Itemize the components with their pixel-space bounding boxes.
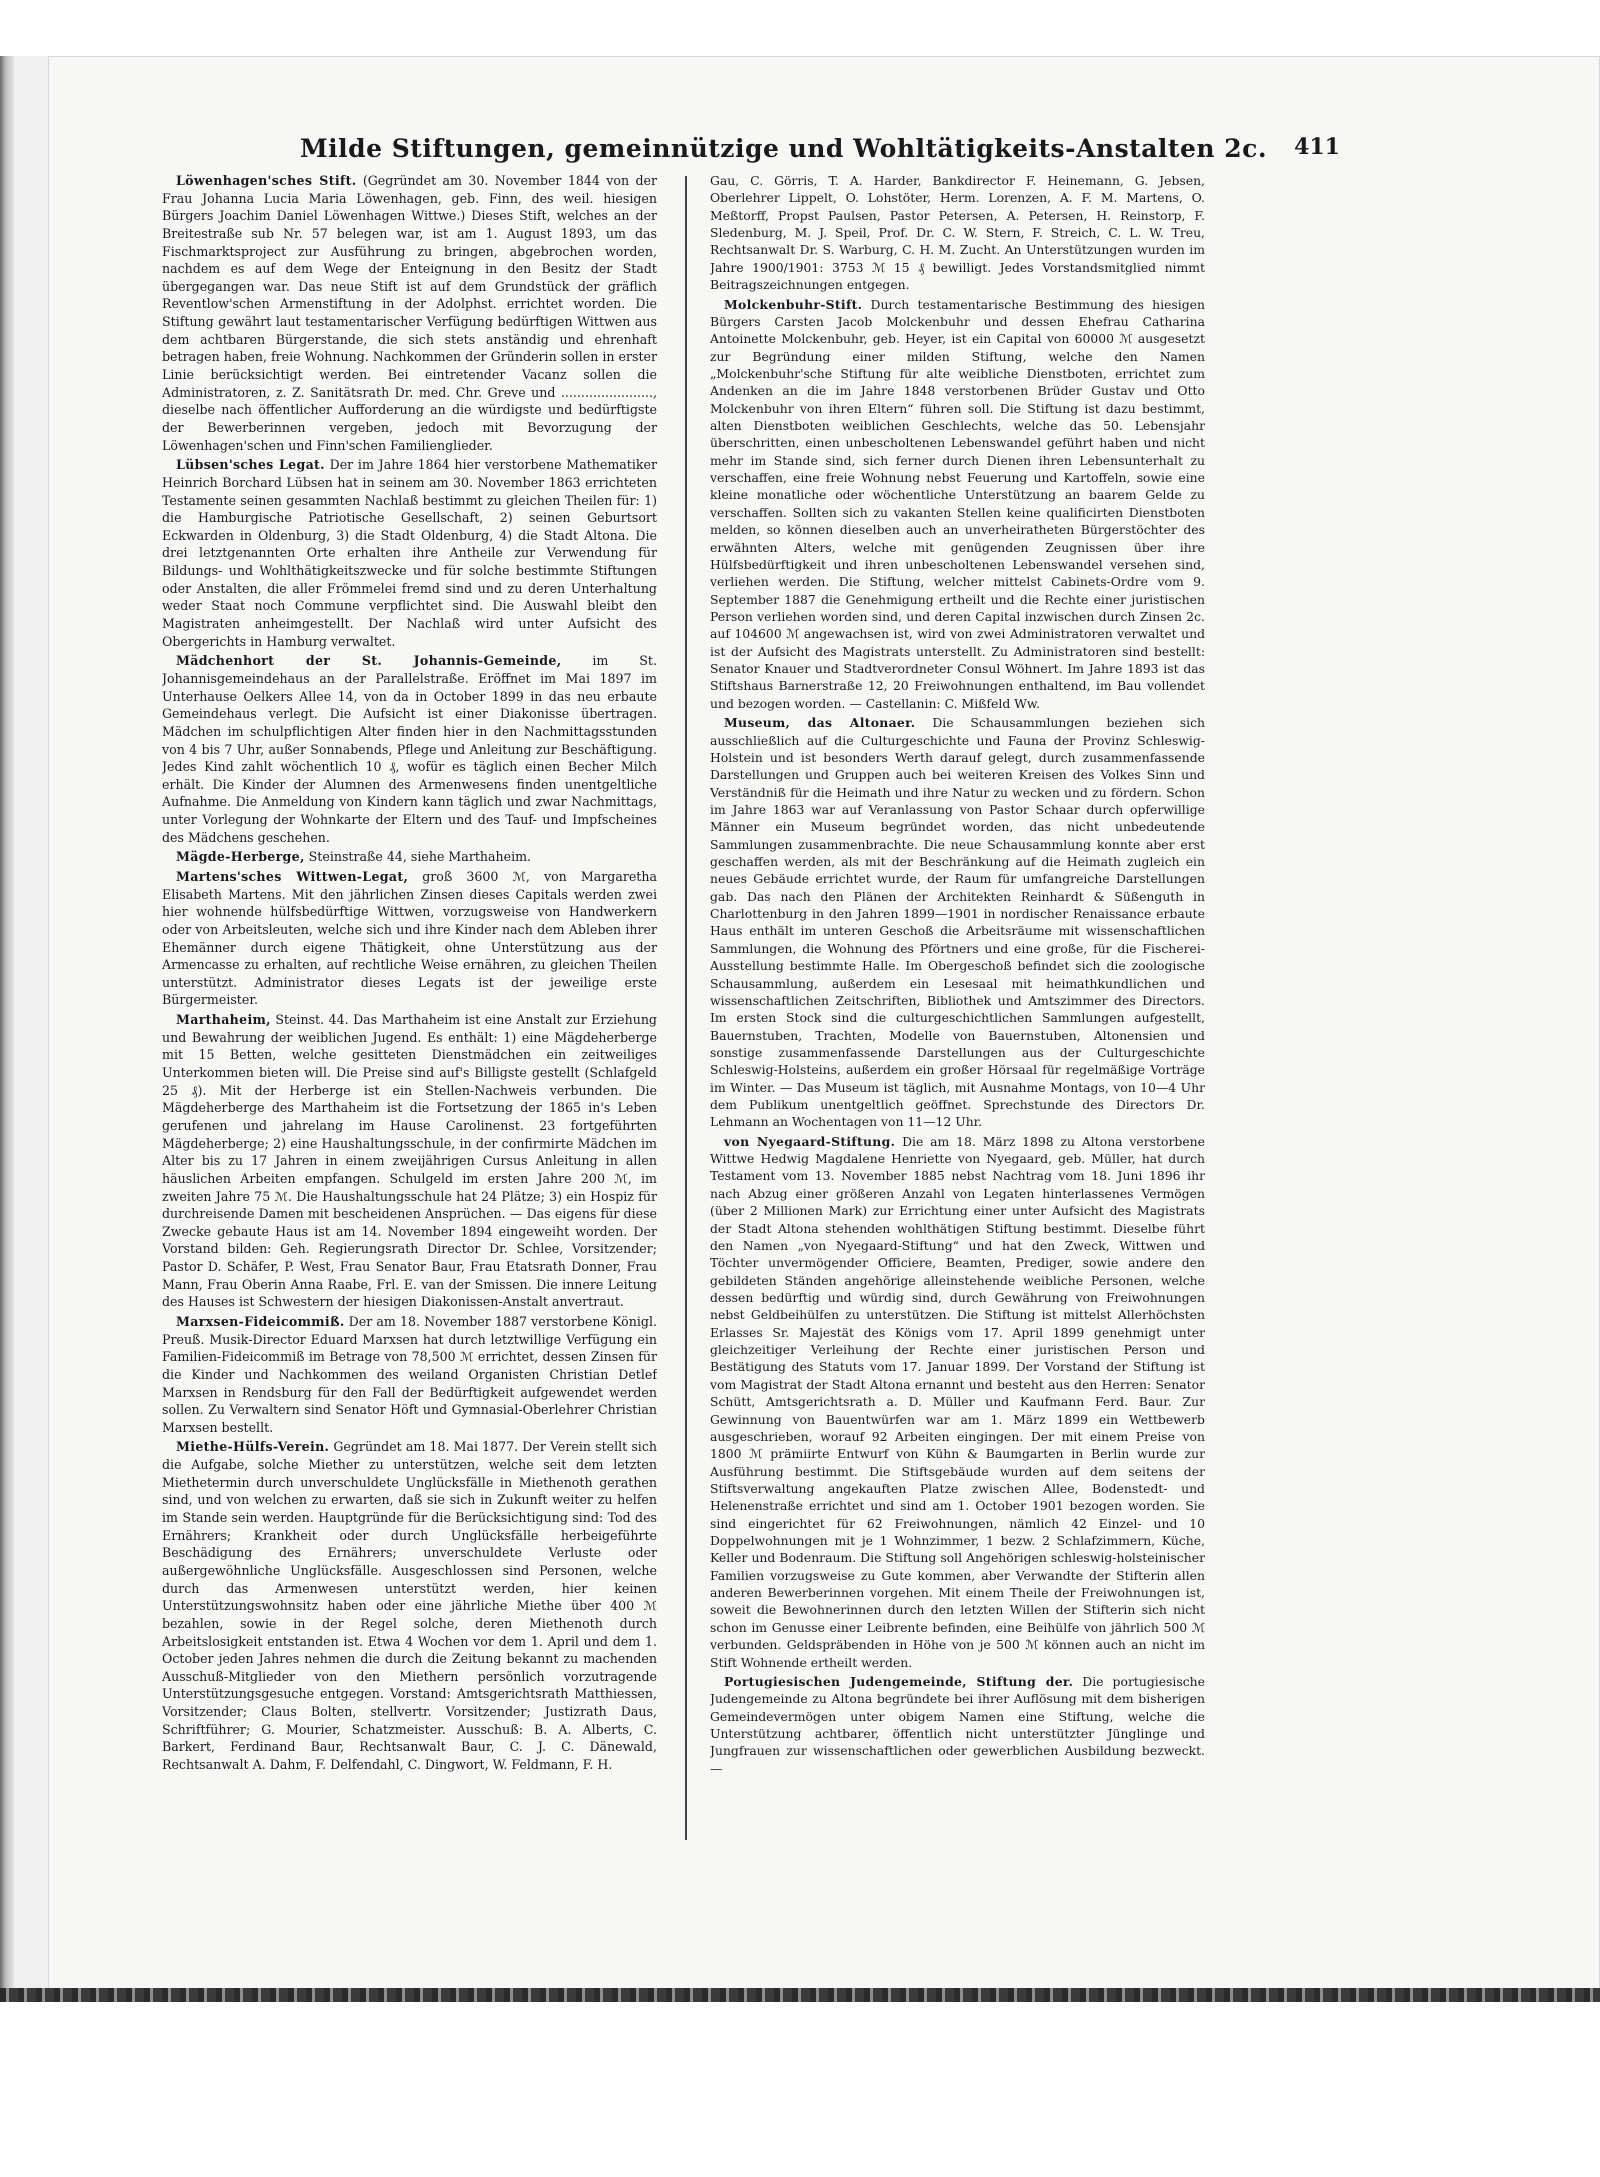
entry-martens xyxy=(162,868,657,1009)
entry-text: groß 3600 ℳ, von Margaretha Elisabeth Martens. Mit den jährlichen Zinsen dieses Capitals werden zwei hier wohnende hülfsbedürftige Wittwen, vorzugsweise von Handwerkern oder von Arbeitsleuten, welche sich und ihre Kinder nach dem Ableben ihrer Ehemänner durch eigene Thätigkeit, ohne Unterstützung aus der Armencasse zu erhalten, auf rechtliche Weise ernähren, zu gleichen Theilen unterstützt. Administrator dieses Legats ist der jeweilige erste Bürgermeister. xyxy=(162,868,657,1008)
entry-title: Portugiesischen Judengemeinde, Stiftung der. xyxy=(724,1673,1074,1689)
entry-text: Die Schausammlungen beziehen sich ausschließlich auf die Culturgeschichte und Fauna der Provinz Schleswig-Holstein und ist besonders Werth darauf gelegt, durch zusammenfassende Darstellungen und Gruppen auch bei weiteren Kreisen des Volkes Sinn und Verständniß für die Heimath und ihre Natur zu wecken und zu fördern. Schon im Jahre 1863 war auf Veranlassung von Pastor Schaar durch opferwillige Männer ein Museum begründet worden, das nicht unbedeutende Sammlungen zusammenbrachte. Die neue Schausammlung konnte aber erst geschaffen werden, als mit der Beschränkung auf die Heimath zugleich ein neues Gebäude errichtet wurde, der Raum für umfangreiche Darstellungen gab. Das nach den Plänen der Architekten Reinhardt & Süßenguth in Charlottenburg in den Jahren 1899—1901 in nordischer Renaissance erbaute Haus enthält im unteren Geschoß die Arbeitsräume mit wissenschaftlichen Sammlungen, die Wohnung des Pförtners und eine große, für die Fischerei-Ausstellung bestimmte Halle. Im Obergeschoß befindet sich die zoologische Schausammlung, außerdem ein Lesesaal mit heimathkundlichen und wissenschaftlichen Zeitschriften, Bibliothek und Amtszimmer des Directors. Im ersten Stock sind die culturgeschichtlichen Sammlungen aufgestellt, Bauernstuben, Trachten, Modelle von Bauernstuben, Altonensien und sonstige zusammenfassende Darstellungen aus der Culturgeschichte Schleswig-Holsteins, außerdem ein großer Hörsaal für regelmäßige Vorträge im Winter. — Das Museum ist täglich, mit Ausnahme Montags, von 10—4 Uhr dem Publikum unentgeltlich geöffnet. Sprechstunde des Directors Dr. Lehmann an Wochentagen von 11—12 Uhr. xyxy=(710,715,1205,1130)
entry-loewenhagen xyxy=(162,172,657,454)
entry-text: Steinst. 44. Das Marthaheim ist eine Anstalt zur Erziehung und Bewahrung der weiblichen Jugend. Es enthält: 1) eine Mägdeherberge mit 15 Betten, welche gesitteten Dienstmädchen ein zeitweiliges Unterkommen bieten will. Die Preise sind auf's Billigste gestellt (Schlafgeld 25 ₰). Mit der Herberge ist ein Stellen-Nachweis verbunden. Die Mägdeherberge des Marthaheim ist die Fortsetzung der 1865 in's Leben gerufenen und jahrelang im Hause Carolinenst. 23 fortgeführten Mägdeherberge; 2) eine Haushaltungsschule, in der confirmirte Mädchen im Alter bis zu 17 Jahren in einem zweijährigen Cursus Anleitung in allen häuslichen Arbeiten empfangen. Schulgeld im ersten Jahre 200 ℳ, im zweiten Jahre 75 ℳ. Die Haushaltungsschule hat 24 Plätze; 3) ein Hospiz für durchreisende Damen mit bescheidenen Ansprüchen. — Das eigens für diese Zwecke gebaute Haus ist am 14. November 1894 eingeweiht worden. Der Vorstand bilden: Geh. Regierungsrath Director Dr. Schlee, Vorsitzender; Pastor D. Schäfer, P. West, Frau Senator Baur, Frau Etatsrath Donner, Frau Mann, Frau Oberin Anna Raabe, Frl. E. van der Smissen. Die innere Leitung des Hauses ist Schwestern der hiesigen Diakonissen-Anstalt anvertraut. xyxy=(162,1012,657,1310)
book-spine-shadow xyxy=(0,56,14,1992)
right-column xyxy=(710,172,1205,1792)
entry-text: im St. Johannisgemeindehaus an der Parallelstraße. Eröffnet im Mai 1897 im Unterhause Oelkers Allee 14, von da in October 1899 in das neu erbaute Gemeindehaus verlegt. Die Aufsicht ist einer Diakonisse übertragen. Mädchen im schulpflichtigen Alter finden hier in den Nachmittagsstunden von 4 bis 7 Uhr, außer Sonnabends, Pflege und Anleitung zur Beschäftigung. Jedes Kind zahlt wöchentlich 10 ₰, wofür es täglich einen Becher Milch erhält. Die Kinder der Alumnen des Armenwesens finden unentgeltliche Aufnahme. Die Anmeldung von Kindern kann täglich und zwar Nachmittags, unter Vorlegung der Wohnkarte der Eltern und des Tauf- und Impfscheines des Mädchens geschehen. xyxy=(162,653,657,845)
entry-text: Die portugiesische Judengemeinde zu Altona begründete bei ihrer Auflösung mit dem bisherigen Gemeindevermögen unter obigem Namen eine Stiftung, welche die Unterstützung achtbarer, öffentlich nicht unterstützter Jünglinge und Jungfrauen zur wissenschaftlichen oder gewerblichen Ausbildung bezweckt. — xyxy=(710,1673,1205,1776)
entry-museum xyxy=(710,714,1205,1131)
entry-text: Gegründet am 18. Mai 1877. Der Verein stellt sich die Aufgabe, solche Miether zu unterstützen, welche seit dem letzten Miethetermin durch unverschuldete Unglücksfälle in Miethenoth gerathen sind, und von welchen zu erwarten, daß sie sich in Zukunft weiter zu helfen im Stande sein werden. Hauptgründe für die Berücksichtigung sind: Tod des Ernährers; Krankheit oder durch Unglücksfälle herbeigeführte Beschädigung des Ernährers; unverschuldete Verluste oder außergewöhnliche Unglücksfälle. Ausgeschlossen sind Personen, welche durch das Armenwesen unterstützt werden, hier keinen Unterstützungswohnsitz haben oder eine jährliche Miethe über 400 ℳ bezahlen, sowie in der Regel solche, deren Miethenoth durch Arbeitslosigkeit entstanden ist. Etwa 4 Wochen vor dem 1. April und dem 1. October jeden Jahres nehmen die durch die Zeitung bekannt zu machenden Ausschuß-Mitglieder von den Miethern persönlich vorzutragende Unterstützungsgesuche entgegen. Vorstand: Amtsgerichtsrath Matthiessen, Vorsitzender; Claus Bolten, stellvertr. Vorsitzender; Justizrath Daus, Schriftführer; G. Mourier, Schatzmeister. Ausschuß: B. A. Alberts, C. Barkert, Ferdinand Baur, Rechtsanwalt Baur, C. J. C. Dänewald, Rechtsanwalt A. Dahm, F. Delfendahl, C. Dingwort, W. Feldmann, F. H. xyxy=(162,1439,657,1773)
scan-bottom-edge xyxy=(0,1988,1600,2002)
entry-text: Gau, C. Görris, T. A. Harder, Bankdirector F. Heinemann, G. Jebsen, Oberlehrer Lippelt, O. Lohstöter, Herm. Lorenzen, A. F. M. Martens, O. Meßtorff, Propst Paulsen, Pastor Petersen, A. Petersen, H. Reinstorp, F. Sledenburg, M. J. Speil, Prof. Dr. C. W. Stern, F. Streich, C. L. W. Treu, Rechtsanwalt Dr. S. Warburg, C. H. M. Zucht. An Unterstützungen wurden im Jahre 1900/1901: 3753 ℳ 15 ₰ bewilligt. Jedes Vorstandsmitglied nimmt Beitragszeichnungen entgegen. xyxy=(710,173,1205,293)
facing-page-edge xyxy=(14,56,50,1992)
entry-title: Miethe-Hülfs-Verein. xyxy=(176,1439,330,1455)
entry-marxsen xyxy=(162,1313,657,1436)
column-divider xyxy=(685,176,687,1840)
entry-molckenbuhr xyxy=(710,296,1205,713)
entry-title: Museum, das Altonaer. xyxy=(724,715,916,731)
entry-maedchenhort xyxy=(162,652,657,846)
entry-text: Die am 18. März 1898 zu Altona verstorbene Wittwe Hedwig Magdalene Henriette von Nyegaard, geb. Müller, hat durch Testament vom 13. November 1885 nebst Nachtrag vom 18. Juni 1896 ihr nach Abzug einer größeren Anzahl von Legaten hinterlassenes Vermögen (über 2 Millionen Mark) zur Errichtung einer unter Aufsicht des Magistrats der Stadt Altona stehenden wohlthätigen Stiftung bestimmt. Dieselbe führt den Namen „von Nyegaard-Stiftung“ und hat den Zweck, Wittwen und Töchter unvermögender Officiere, Beamten, Prediger, sowie andere den gebildeten Ständen angehörige alleinstehende weibliche Personen, welche dessen bedürftig und würdig sind, durch Gewährung von Freiwohnungen nebst Geldbeihülfen zu unterstützen. Die Stiftung ist mittelst Allerhöchsten Erlasses Sr. Majestät des Königs vom 17. April 1899 genehmigt unter gleichzeitiger Verleihung der Rechte einer juristischen Person und Bestätigung des Statuts vom 17. Januar 1899. Der Vorstand der Stiftung ist vom Magistrat der Stadt Altona ernannt und besteht aus den Herren: Senator Schütt, Amtsgerichtsrath a. D. Müller und Kaufmann Ferd. Baur. Zur Gewinnung von Bauentwürfen war am 1. März 1899 ein Wettbewerb ausgeschrieben, worauf 92 Arbeiten eingingen. Der mit einem Preise von 1800 ℳ prämiirte Entwurf von Kühn & Baumgarten in Berlin wurde zur Ausführung bestimmt. Die Stiftsgebäude wurden auf dem seitens der Stiftsverwaltung angekauften Platze zwischen Allee, Bodenstedt- und Helenenstraße errichtet und sind am 1. October 1901 bezogen worden. Sie sind eingerichtet für 62 Freiwohnungen, nämlich 42 Einzel- und 10 Doppelwohnungen mit je 1 Wohnzimmer, 1 bezw. 2 Schlafzimmern, Küche, Keller und Bodenraum. Die Stiftung soll Angehörigen schleswig-holsteinischer Familien vorzugsweise zu Gute kommen, aber Verwandte der Stifterin allen anderen Bewerberinnen vorgehen. Mit einem Theile der Freiwohnungen ist, soweit die Bewohnerinnen durch den letzten Willen der Stifterin sich nicht schon im Genusse einer Leibrente befinden, eine Beihülfe von jährlich 500 ℳ verbunden. Geldspräbenden in Höhe von je 500 ℳ können auch an nicht im Stift Wohnende ertheilt werden. xyxy=(710,1133,1205,1670)
left-column xyxy=(162,172,657,1792)
entry-text: Der am 18. November 1887 verstorbene Königl. Preuß. Musik-Director Eduard Marxsen hat durch letztwillige Verfügung ein Familien-Fideicommiß im Betrage von 78,500 ℳ errichtet, dessen Zinsen für die Kinder und Nachkommen des weiland Organisten Christian Detlef Marxsen in Rendsburg für den Fall der Bedürftigkeit aufgewendet werden sollen. Zu Verwaltern sind Senator Höft und Gymnasial-Oberlehrer Christian Marxsen bestellt. xyxy=(162,1314,657,1435)
entry-continuation xyxy=(710,172,1205,294)
entry-title: Löwenhagen'sches Stift. xyxy=(176,173,357,188)
entry-title: Mägde-Herberge, xyxy=(176,849,305,865)
entry-maegde-herberge xyxy=(162,848,657,866)
entry-title: Lübsen'sches Legat. xyxy=(176,457,325,473)
entry-marthaheim xyxy=(162,1011,657,1311)
entry-title: von Nyegaard-Stiftung. xyxy=(724,1133,896,1149)
entry-text: (Gegründet am 30. November 1844 von der Frau Johanna Lucia Maria Löwenhagen, geb. Finn, des weil. hiesigen Bürgers Joachim Daniel Löwenhagen Wittwe.) Dieses Stift, welches an der Breitestraße sub Nr. 57 belegen war, ist am 1. August 1893, um das Fischmarktsproject zur Ausführung zu bringen, abgebrochen worden, nachdem es auf dem Wege der Enteignung in den Besitz der Stadt übergegangen war. Das neue Stift ist auf dem Grundstück der gräflich Reventlow'schen Armenstiftung in der Adolphst. errichtet worden. Die Stiftung gewährt laut testamentarischer Verfügung bedürftigen Wittwen aus dem achtbaren Bürgerstande, die sich stets anständig und ehrenhaft betragen haben, freie Wohnung. Nachkommen der Gründerin sollen in erster Linie berücksichtigt werden. Bei eintretender Vacanz sollen die Administratoren, z. Z. Sanitätsrath Dr. med. Chr. Greve und ......................., dieselbe nach öffentlicher Aufforderung an die würdigste und bedürftigste der Bewerberinnen vergeben, jedoch mit Bevorzugung der Löwenhagen'schen und Finn'schen Familienglieder. xyxy=(162,173,657,453)
entry-title: Molckenbuhr-Stift. xyxy=(724,296,863,312)
page-header xyxy=(300,134,1340,174)
entry-text: Der im Jahre 1864 hier verstorbene Mathematiker Heinrich Borchard Lübsen hat in seinem am 30. November 1863 errichteten Testamente seinen gesammten Nachlaß bestimmt zu gleichen Theilen für: 1) die Hamburgische Patriotische Gesellschaft, 2) seinen Geburtsort Eckwarden in Oldenburg, 3) die Stadt Oldenburg, 4) die Stadt Altona. Die drei letztgenannten Orte erhalten ihre Antheile zur Verwendung für Bildungs- und Wohlthätigkeitszwecke und für solche bestimmte Stiftungen oder Anstalten, die aller Frömmelei fremd sind und zu deren Unterhaltung weder Staat noch Commune verpflichtet sind. Die Auswahl bleibt den Magistraten anheimgestellt. Der Nachlaß wird unter Aufsicht des Obergerichts in Hamburg verwaltet. xyxy=(162,457,657,649)
entry-title: Marthaheim, xyxy=(176,1012,271,1028)
entry-text: Steinstraße 44, siehe Marthaheim. xyxy=(308,849,532,865)
entry-nyegaard xyxy=(710,1133,1205,1671)
entry-portugiesische-judengemeinde xyxy=(710,1673,1205,1777)
running-title: Milde Stiftungen, gemeinnützige und Wohltätigkeits-Anstalten 2c. xyxy=(300,134,1268,163)
entry-title: Martens'sches Wittwen-Legat, xyxy=(176,868,409,884)
page-number: 411 xyxy=(1294,134,1340,160)
entry-miethe-huelfs-verein xyxy=(162,1438,657,1773)
entry-title: Mädchenhort der St. Johannis-Gemeinde, xyxy=(176,653,562,669)
entry-title: Marxsen-Fideicommiß. xyxy=(176,1314,345,1329)
entry-text: Durch testamentarische Bestimmung des hiesigen Bürgers Carsten Jacob Molckenbuhr und dessen Ehefrau Catharina Antoinette Molckenbuhr, geb. Heyer, ist ein Capital von 60000 ℳ ausgesetzt zur Begründung einer milden Stiftung, welche den Namen „Molckenbuhr'sche Stiftung für alte weibliche Dienstboten, errichtet zum Andenken an die im Jahre 1848 verstorbenen Brüder Gustav und Otto Molckenbuhr von ihren Eltern“ führen soll. Die Stiftung ist dazu bestimmt, alten Dienstboten weiblichen Geschlechts, welche das 50. Lebensjahr überschritten, einen unbescholtenen Lebenswandel geführt haben und nicht mehr im Stande sind, sich ferner durch Dienen ihren Lebensunterhalt zu verschaffen, eine freie Wohnung nebst Feuerung und Kartoffeln, sowie eine kleine monatliche oder wöchentliche Unterstützung an baarem Gelde zu verschaffen. Sollten sich zu vakanten Stellen keine qualificirten Dienstboten melden, so können dieselben auch an unverheiratheten Bürgerstöchter des erwähnten Alters, welche mit genügenden Zeugnissen über ihre Hülfsbedürftigkeit und ihren unbescholtenen Lebenswandel versehen sind, verliehen werden. Die Stiftung, welcher mittelst Cabinets-Ordre vom 9. September 1887 die Genehmigung ertheilt und die Rechte einer juristischen Person verliehen worden sind, und deren Capital inzwischen durch Zinsen 2c. auf 104600 ℳ angewachsen ist, wird von zwei Administratoren verwaltet und ist der Aufsicht des Magistrats unterstellt. Zu Administratoren sind bestellt: Senator Knauer und Stadtverordneter Consul Wöhnert. Im Jahre 1893 ist das Stiftshaus Barnerstraße 12, 20 Freiwohnungen enthaltend, im Bau vollendet und bezogen worden. — Castellanin: C. Mißfeld Ww. xyxy=(710,296,1205,711)
entry-luebsen xyxy=(162,456,657,650)
